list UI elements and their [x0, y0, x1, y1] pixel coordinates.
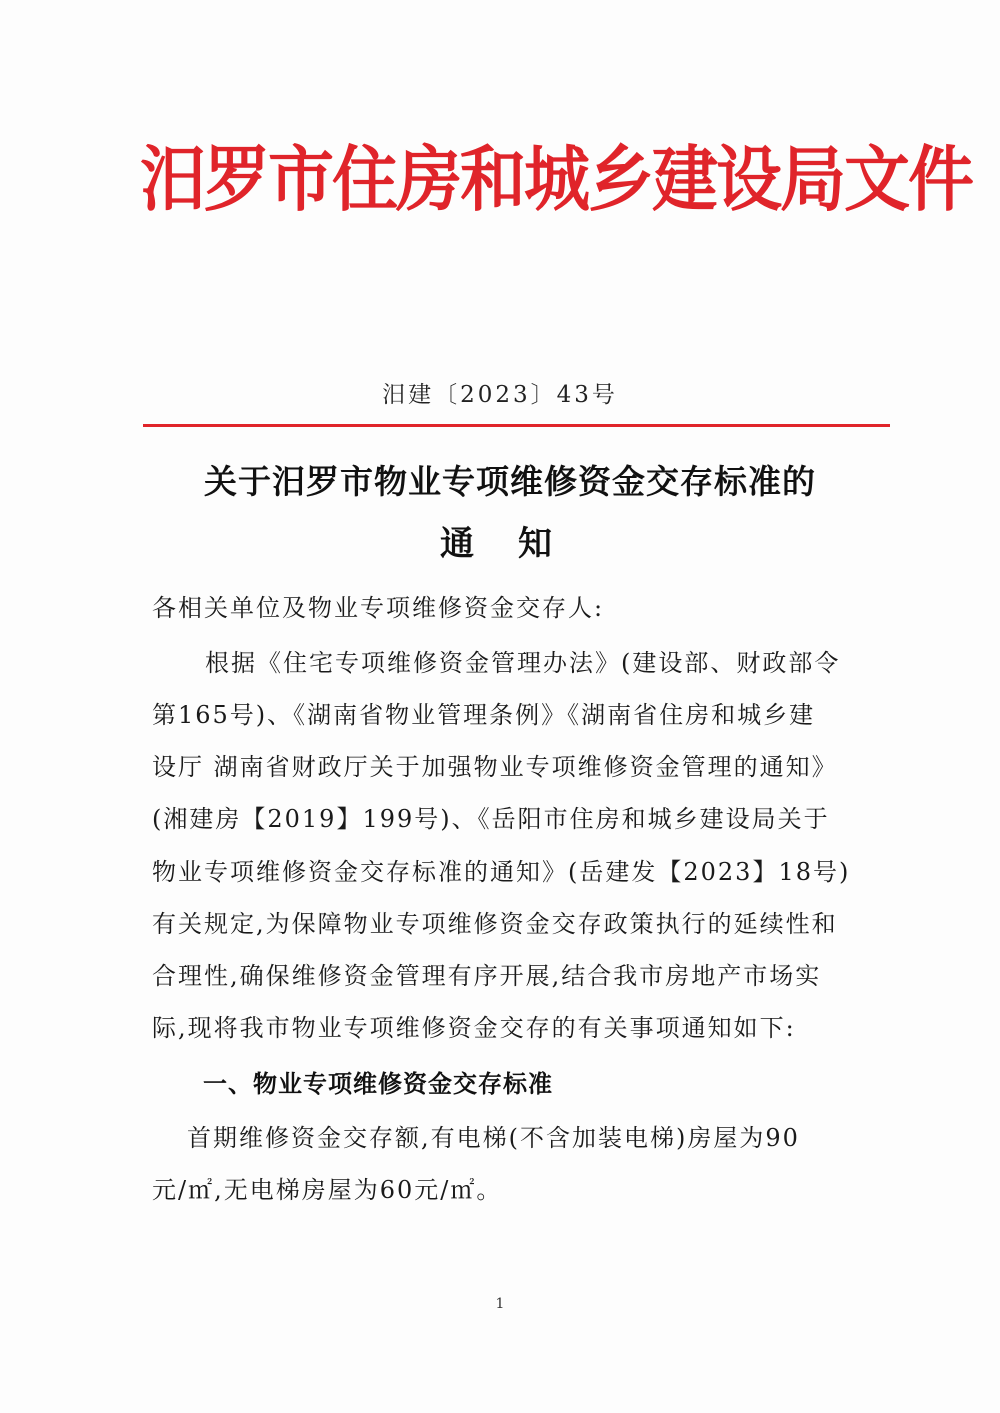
section-heading: 一、物业专项维修资金交存标准 [203, 1070, 553, 1098]
issuer-title: 汨罗市住房和城乡建设局文件 [140, 136, 972, 222]
body-line: 物业专项维修资金交存标准的通知》(岳建发【2023】18号) [152, 858, 851, 886]
body-line: 元/㎡,无电梯房屋为60元/㎡。 [152, 1176, 503, 1204]
page-number: 1 [495, 1296, 505, 1312]
salutation: 各相关单位及物业专项维修资金交存人: [152, 594, 605, 622]
document-number: 汨建〔2023〕43号 [382, 382, 618, 408]
body-line: (湘建房【2019】199号)、《岳阳市住房和城乡建设局关于 [152, 805, 830, 833]
body-line: 设厅 湖南省财政厅关于加强物业专项维修资金管理的通知》 [152, 753, 838, 781]
body-line: 首期维修资金交存额,有电梯(不含加装电梯)房屋为90 [187, 1124, 800, 1152]
red-divider [143, 424, 890, 427]
body-line: 第165号)、《湖南省物业管理条例》《湖南省住房和城乡建 [152, 701, 816, 729]
body-line: 根据《住宅专项维修资金管理办法》(建设部、财政部令 [205, 649, 841, 677]
notice-title: 关于汨罗市物业专项维修资金交存标准的 [204, 462, 816, 501]
body-line: 有关规定,为保障物业专项维修资金交存政策执行的延续性和 [152, 910, 838, 938]
notice-title-suffix: 通知 [440, 524, 596, 564]
body-line: 际,现将我市物业专项维修资金交存的有关事项通知如下: [152, 1014, 796, 1042]
body-line: 合理性,确保维修资金管理有序开展,结合我市房地产市场实 [152, 962, 822, 990]
